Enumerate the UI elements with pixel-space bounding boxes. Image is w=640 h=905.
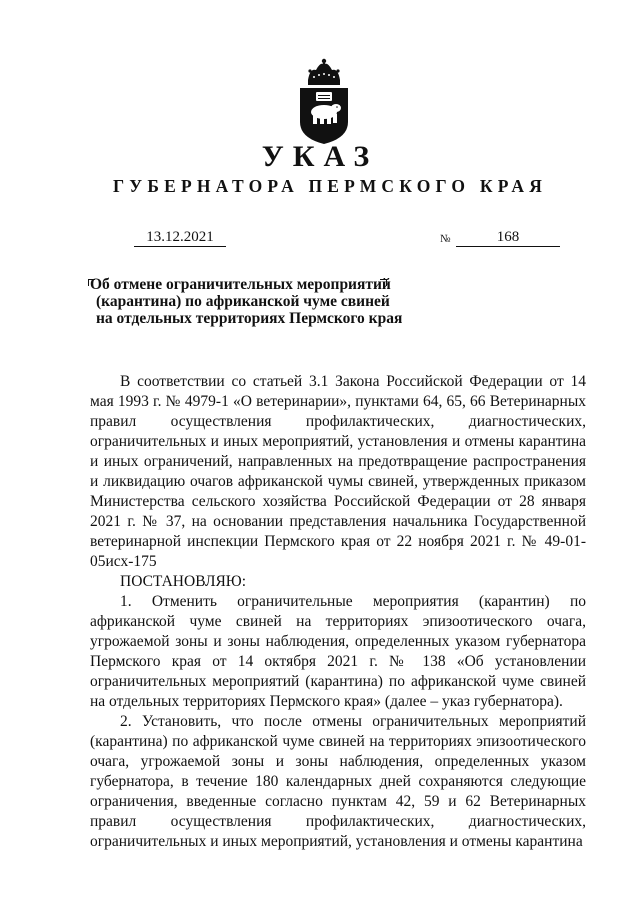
subject-line-1: Об отмене ограничительных мероприятий [90, 276, 391, 293]
document-title: УКАЗ [261, 140, 379, 173]
decree-heading: ПОСТАНОВЛЯЮ: [120, 573, 247, 590]
preamble-paragraph: В соответствии со статьей 3.1 Закона Российской Федерации от 14 мая 1993 г. № 4979-1 «О ветеринарии», пунктами 64, 65, 66 Ветеринарных правил осуществления профилактических, диагностических, ограничительных и иных мероприятий, установления и отмены карантина и иных ограничений, направленных на предотвращение распространения и ликвидацию очагов африканской чумы свиней, утвержденных приказом Министерства сельского хозяйства Российской Федерации от 28 января 2021 г. № 37, на основании представления начальника Государственной ветеринарной инспекции Пермского края от 22 ноября 2021 г. № 49-01-05исх-175 [90, 373, 586, 570]
subject-line-2: (карантина) по африканской чуме свиней [96, 293, 390, 310]
document-number: 168 [456, 228, 560, 247]
number-sign: № [440, 233, 451, 245]
coat-of-arms-icon [294, 58, 354, 146]
document-date: 13.12.2021 [134, 228, 226, 247]
document-body [90, 372, 586, 852]
item-1-paragraph: 1. Отменить ограничительные мероприятия (карантин) по африканской чуме свиней на территориях эпизоотического очага, угрожаемой зоны и зоны наблюдения, определенных указом губернатора Пермского края от 14 октября 2021 г. № 138 «Об установлении ограничительных мероприятий (карантина) по африканской чуме свиней на отдельных территориях Пермского края» (далее – указ губернатора). [90, 593, 586, 710]
subject-line-3: на отдельных территориях Пермского края [96, 310, 403, 327]
document-subject [90, 276, 420, 327]
item-2-paragraph: 2. Установить, что после отмены ограничительных мероприятий (карантина) по африканской чуме свиней на территориях эпизоотического очага, угрожаемой зоны и зоны наблюдения, определенных указом губернатора, в течение 180 календарных дней сохраняются следующие ограничения, введенные согласно пунктам 42, 59 и 62 Ветеринарных правил осуществления профилактических, диагностических, ограничительных и иных мероприятий, установления и отмены карантина [90, 713, 586, 850]
document-subtitle: ГУБЕРНАТОРА ПЕРМСКОГО КРАЯ [112, 176, 548, 196]
